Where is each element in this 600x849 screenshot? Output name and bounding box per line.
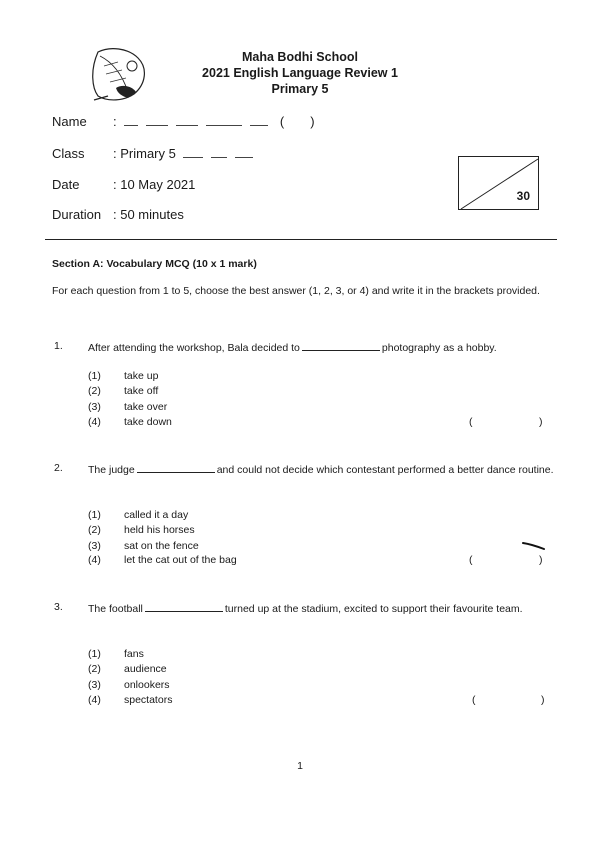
score-total: 30: [516, 189, 530, 203]
option-item: (3) onlookers: [88, 679, 170, 691]
page-number: 1: [297, 760, 303, 772]
answer-bracket-open[interactable]: (: [469, 416, 473, 428]
answer-blank: [137, 462, 215, 473]
option-item: (3) take over: [88, 401, 168, 413]
pen-mark-icon: [522, 540, 546, 552]
class-value: : Primary 5: [113, 146, 176, 161]
answer-bracket-close: ): [539, 416, 543, 428]
class-field[interactable]: [113, 146, 261, 161]
name-label: Name: [52, 114, 87, 129]
question-number: 2.: [54, 462, 63, 474]
name-field[interactable]: [113, 114, 315, 129]
school-name: Maha Bodhi School: [242, 50, 358, 64]
answer-bracket-close: ): [541, 694, 545, 706]
option-item: (2) audience: [88, 663, 167, 675]
level-title: Primary 5: [271, 82, 329, 96]
option-item: (1) take up: [88, 370, 159, 382]
option-item: (1) called it a day: [88, 509, 189, 521]
option-item: (2) held his horses: [88, 524, 195, 536]
date-value: : 10 May 2021: [113, 177, 196, 192]
answer-bracket-open[interactable]: (: [472, 694, 476, 706]
duration-label: Duration: [52, 207, 102, 222]
option-item: (1) fans: [88, 648, 144, 660]
answer-bracket-open[interactable]: (: [469, 554, 473, 566]
duration-value: : 50 minutes: [113, 207, 184, 222]
school-logo-icon: [88, 44, 150, 104]
question-text: The football turned up at the stadium, excited to support their favourite team.: [88, 603, 523, 615]
section-title: Section A: Vocabulary MCQ (10 x 1 mark): [52, 258, 257, 270]
answer-blank: [302, 340, 380, 351]
option-item: (2) take off: [88, 385, 159, 397]
option-item: (3) sat on the fence: [88, 540, 199, 552]
section-instruction: For each question from 1 to 5, choose the best answer (1, 2, 3, or 4) and write it in the brackets provided.: [52, 285, 540, 297]
answer-blank: [145, 601, 223, 612]
date-label: Date: [52, 177, 80, 192]
answer-bracket-close: ): [539, 554, 543, 566]
score-box: [458, 156, 539, 210]
option-item: (4) take down: [88, 416, 172, 428]
name-colon: :: [113, 114, 117, 129]
header-divider: [45, 239, 557, 240]
option-item: (4) let the cat out of the bag: [88, 554, 237, 566]
name-bracket-open: (: [279, 114, 285, 129]
question-text: The judge and could not decide which contestant performed a better dance routine.: [88, 464, 554, 476]
exam-title: 2021 English Language Review 1: [202, 66, 398, 80]
question-text: After attending the workshop, Bala decided to photography as a hobby.: [88, 342, 497, 354]
class-label: Class: [52, 146, 85, 161]
name-bracket-close: ): [310, 114, 315, 129]
question-number: 3.: [54, 601, 63, 613]
option-item: (4) spectators: [88, 694, 173, 706]
question-number: 1.: [54, 340, 63, 352]
